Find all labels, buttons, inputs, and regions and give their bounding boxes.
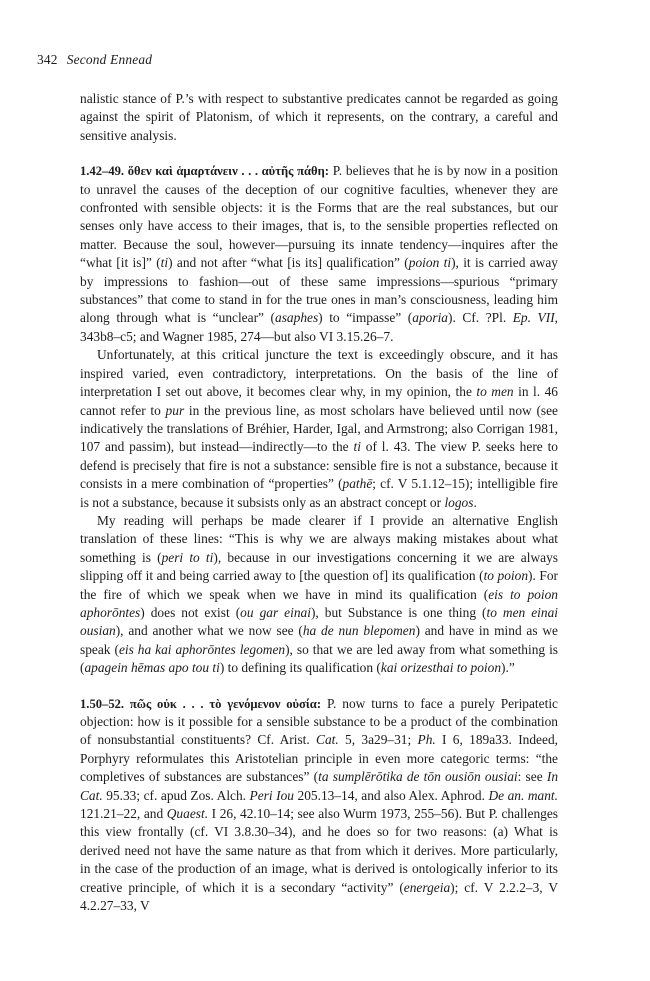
italic-term: to men — [476, 384, 514, 400]
text-run: ). For the fire of which we speak when we have in mind its qualification ( — [80, 568, 559, 602]
italic-term: pur — [165, 402, 185, 418]
text-run: nalistic stance of P.’s with respect to substantive predicates cannot be regarded as going against the spirit of Platonism, of which it represents, on the contrary, a careful and sensitive analysis. — [80, 91, 558, 143]
text-run: ) and not after “what [is its] qualification” ( — [168, 255, 409, 271]
italic-term: ha de nun blepomen — [302, 623, 416, 639]
text-run: of l. 43. The view P. seeks here to defend is precisely that fire is not a substance: sensible fire is not a substance, because it consists in a mere combination of “properties” ( — [80, 439, 558, 492]
italic-term: ou gar einai — [240, 604, 311, 620]
text-run: Unfortunately, at this critical juncture the text is exceedingly obscure, and it has inspired varied, even contradictory, interpretations. On the basis of the line of interpretation I set out above, it becomes clear why, in my opinion, the — [80, 347, 558, 400]
italic-term: Cat. — [316, 732, 339, 748]
italic-term: peri to ti — [161, 549, 214, 565]
commentary-entry-1-50-52 — [80, 695, 558, 916]
lemma-heading: 1.50–52. πῶς οὐκ . . . τὸ γενόμενον οὐσία: — [80, 696, 322, 711]
lemma-heading: 1.42–49. ὅθεν καὶ ἁμαρτάνειν . . . αὐτῆς πάθη: — [80, 164, 329, 179]
text-run: in the previous line, as most scholars have believed until now (see indicatively the translations of Bréhier, Harder, Igal, and Armstrong; also Corrigan 1981, 107 and passim), but instead—indirectly—to the — [80, 402, 559, 455]
text-run: ) and have in mind as we speak ( — [80, 623, 558, 657]
italic-term: Quaest. — [166, 806, 209, 822]
text-run: ), so that we are led away from what something is ( — [80, 641, 559, 676]
italic-term: eis ha kai aphorōntes legomen — [118, 641, 286, 657]
italic-term: In Cat. — [80, 769, 559, 803]
text-run: 205.13–14, and also Alex. Aphrod. — [293, 787, 489, 803]
italic-term: aporia — [412, 310, 448, 326]
text-run: P. believes that he is by now in a position to unravel the causes of the deception of our cognitive faculties, whenever they are confronted with sensible objects: it is the Forms that are the real substances, but our senses only have access to their images, that is, to the sensible properties reflected on matter. Because the soul, however—pursuing its innate tendency—inquires after the “what [it is]” ( — [80, 163, 558, 271]
text-run: , 343b8–c5; and Wagner 1985, 274—but also VI 3.15.26–7. — [80, 310, 559, 344]
italic-term: ta sumplērōtika de tōn ousiōn ousiai — [318, 769, 518, 785]
text-run: ) to “impasse” ( — [318, 310, 413, 326]
text-run: ), but Substance is one thing ( — [310, 604, 487, 620]
running-head — [37, 52, 152, 68]
italic-term: to men einai ousian — [80, 604, 558, 639]
italic-term: eis to poion aphorōntes — [80, 586, 558, 620]
text-run: ) to defining its qualification ( — [219, 660, 381, 676]
italic-term: Ep. VII — [512, 310, 555, 326]
italic-term: pathē — [342, 476, 373, 492]
italic-term: apagein hēmas apo tou ti — [84, 660, 220, 676]
italic-term: to poion — [483, 568, 529, 584]
text-run: . — [473, 494, 477, 510]
italic-term: poion ti — [408, 255, 452, 271]
text-run: ); cf. V 2.2.2–3, V 4.2.27–33, V — [80, 879, 558, 914]
text-run: I 26, 42.10–14; see also Wurm 1973, 255–56). But P. challenges this view frontally (cf. VI 3.8.30–34), and he does so for two reasons: (a) What is derived need not have the same nature as that from which it derives. More particularly, in the case of the production of an image, what is derived is ontologically inferior to its creative principle, of which it is a secondary “activity” ( — [80, 806, 558, 895]
text-run: : see — [517, 769, 547, 785]
italic-term: asaphes — [275, 310, 319, 326]
paragraph-continuation — [80, 90, 558, 145]
running-title: Second Ennead — [66, 52, 153, 67]
italic-term: ti — [160, 255, 169, 271]
commentary-entry-1-42-49 — [80, 162, 558, 346]
page-number: 342 — [37, 52, 58, 67]
text-run: ), it is carried away by impressions to fashion—out of these same impressions—spurious “primary substances” that come to stand in for the true ones in man’s consciousness, leading him along through what is “unclear” ( — [80, 255, 558, 326]
italic-term: energeia — [403, 879, 451, 895]
text-run: My reading will perhaps be made clearer if I provide an alternative English translation of these lines: “This is why we are always making mistakes about what something is ( — [80, 512, 558, 565]
italic-term: kai orizesthai to poion — [380, 660, 502, 676]
text-run: ) does not exist ( — [140, 604, 241, 620]
text-run: I 6, 189a33. Indeed, Porphyry reformulates this Aristotelian principle in even more categoric terms: “the completives of substances are substances” ( — [80, 732, 558, 785]
text-run: P. now turns to face a purely Peripatetic objection: how is it possible for a sensible substance to be a product of the combination of nonsubstantial constituents? Cf. Arist. — [80, 695, 558, 748]
text-run: ), because in our investigations concerning it we are always slipping off it and being carried away to [the question of] its qualification ( — [80, 549, 558, 584]
paragraph-translation — [80, 512, 558, 678]
text-run: 121.21–22, and — [80, 806, 167, 822]
commentary-body — [80, 90, 558, 915]
italic-term: Ph. — [417, 732, 436, 748]
italic-term: ti — [353, 439, 361, 455]
paragraph-interpretation — [80, 346, 558, 512]
text-run: ).” — [501, 660, 515, 676]
text-run: ; cf. V 5.1.12–15); intelligible fire is not a substance, because it subsists only as an abstract concept or — [80, 476, 558, 510]
italic-term: De an. mant. — [488, 787, 558, 803]
italic-term: logos — [444, 494, 474, 510]
text-run: ). Cf. ?Pl. — [448, 310, 513, 326]
italic-term: Peri Iou — [249, 787, 294, 803]
text-run: ), and another what we now see ( — [115, 623, 303, 639]
text-run: 95.33; cf. apud Zos. Alch. — [102, 787, 250, 803]
text-run: in l. 46 cannot refer to — [80, 384, 558, 418]
text-run: 5, 3a29–31; — [338, 732, 418, 748]
